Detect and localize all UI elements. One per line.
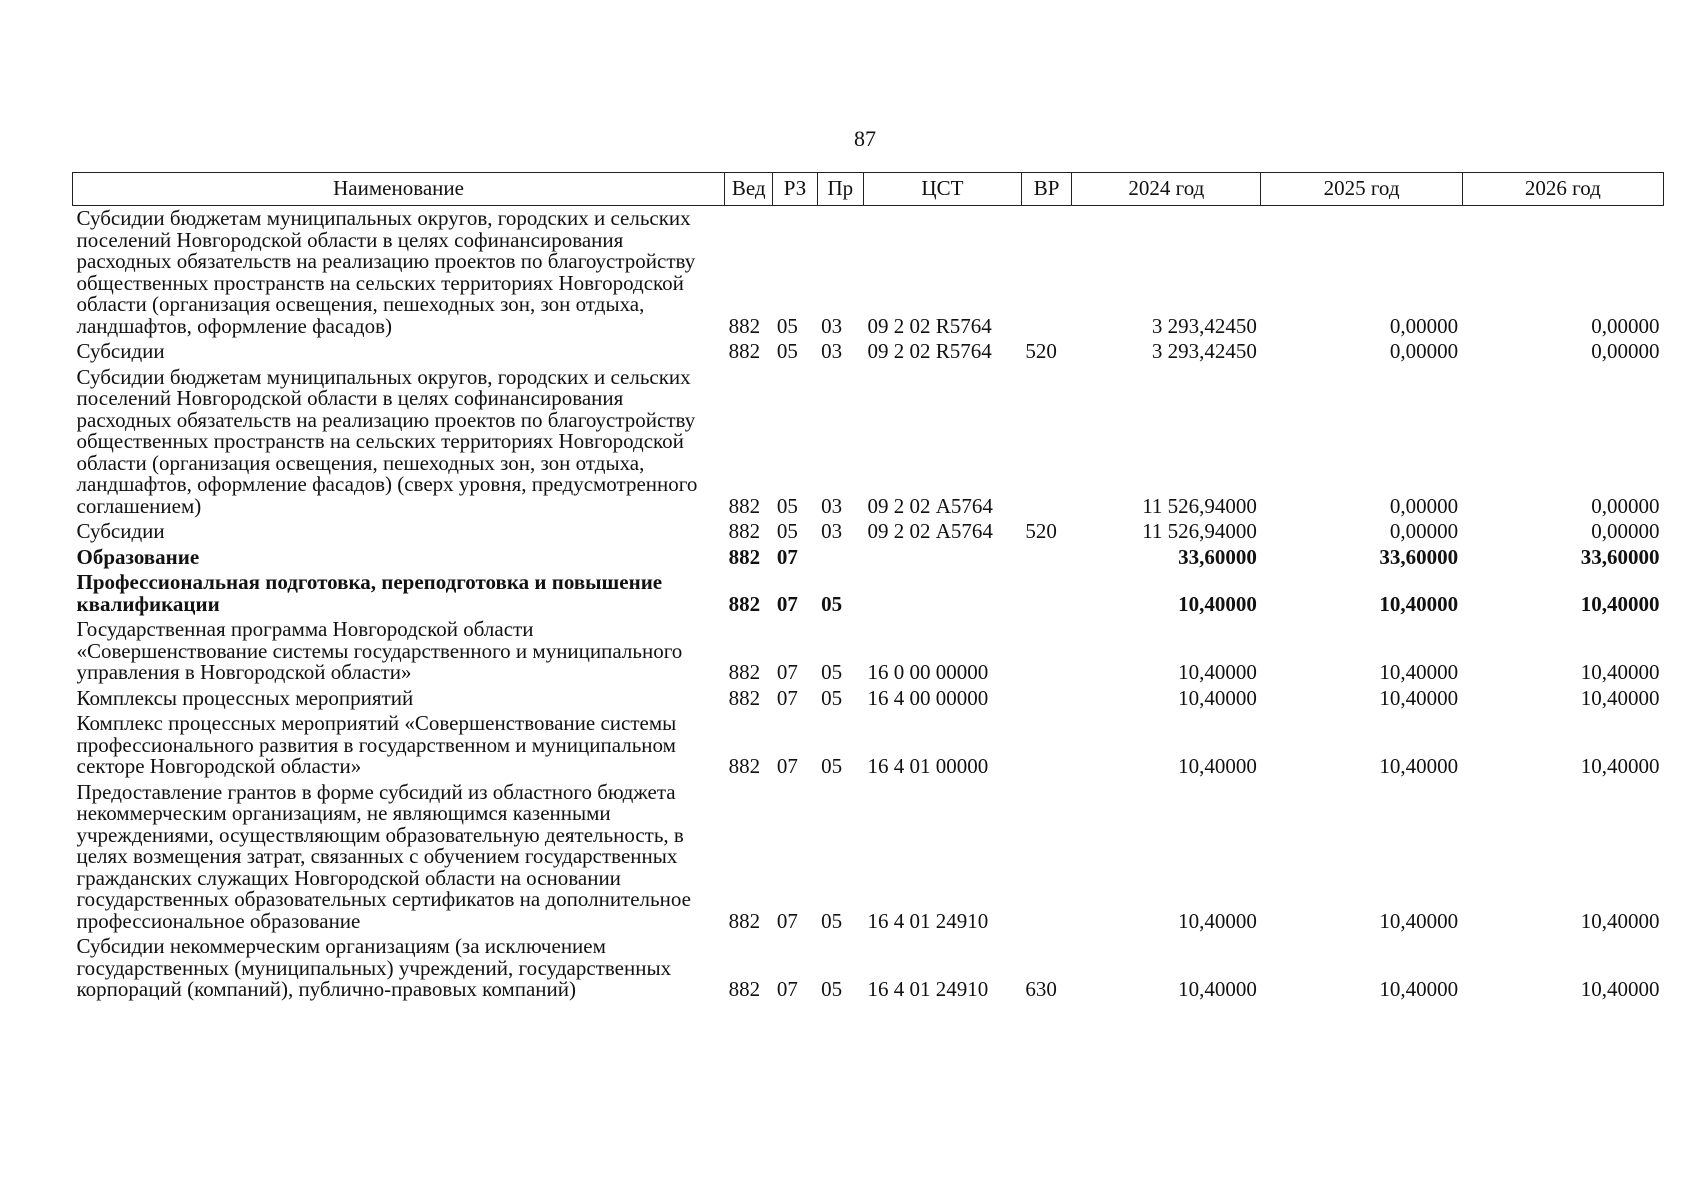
cell-2026: 0,00000 — [1591, 313, 1660, 338]
cell-name: Комплекс процессных мероприятий «Совершенствование системы профессионального развития в государственном и муниципальном секторе Новгородской области» — [76, 711, 677, 778]
cell-ved: 882 — [728, 685, 761, 710]
cell-pr: 05 — [821, 908, 843, 933]
cell-2025: 0,00000 — [1389, 493, 1459, 518]
cell-2026: 33,60000 — [1580, 544, 1660, 569]
header-cst: ЦСТ — [863, 173, 1021, 206]
cell-pr: 05 — [821, 591, 843, 616]
cell-ved: 882 — [728, 754, 761, 778]
cell-2025: 33,60000 — [1379, 544, 1459, 569]
cell-cst — [863, 570, 1021, 617]
cell-2025: 10,40000 — [1379, 660, 1459, 684]
table-body — [73, 206, 1664, 1003]
cell-cst: 09 2 02 А5764 — [867, 493, 993, 518]
cell-rz: 05 — [776, 313, 798, 338]
table-row — [73, 545, 1664, 571]
cell-2026: 10,40000 — [1580, 908, 1660, 933]
table-row — [73, 365, 1664, 520]
cell-cst: 09 2 02 R5764 — [867, 313, 992, 338]
cell-ved: 882 — [728, 493, 761, 518]
header-name: Наименование — [73, 173, 725, 206]
cell-vr: 520 — [1025, 339, 1057, 363]
header-2025: 2025 год — [1261, 173, 1462, 206]
cell-2024: 11 526,94000 — [1142, 493, 1257, 518]
cell-pr: 05 — [821, 754, 843, 778]
cell-name: Профессиональная подготовка, переподготовка и повышение квалификации — [76, 570, 663, 616]
budget-table — [72, 172, 1664, 1003]
table-row — [73, 711, 1664, 780]
cell-cst: 16 0 00 00000 — [867, 660, 989, 684]
cell-2025: 10,40000 — [1379, 908, 1459, 933]
cell-2024: 10,40000 — [1178, 591, 1257, 616]
table-row — [73, 570, 1664, 617]
cell-ved: 882 — [728, 977, 761, 1001]
cell-2024: 3 293,42450 — [1151, 313, 1257, 338]
table-row — [73, 780, 1664, 935]
cell-cst: 09 2 02 А5764 — [867, 519, 993, 543]
cell-2026: 0,00000 — [1591, 339, 1660, 363]
cell-name: Комплексы процессных мероприятий — [76, 685, 414, 710]
cell-vr — [1021, 570, 1071, 617]
cell-vr — [1021, 617, 1071, 686]
cell-2024: 3 293,42450 — [1151, 339, 1257, 363]
cell-vr — [1021, 365, 1071, 520]
table-row — [73, 686, 1664, 712]
cell-2024: 10,40000 — [1178, 908, 1257, 933]
cell-vr: 520 — [1025, 519, 1057, 543]
header-rz: РЗ — [773, 173, 817, 206]
cell-2026: 10,40000 — [1580, 591, 1660, 616]
cell-rz: 07 — [776, 977, 798, 1001]
header-2026: 2026 год — [1462, 173, 1663, 206]
table-row — [73, 519, 1664, 545]
cell-2026: 0,00000 — [1591, 493, 1660, 518]
cell-pr: 05 — [821, 685, 843, 710]
cell-name: Образование — [76, 544, 200, 569]
cell-2025: 0,00000 — [1389, 313, 1459, 338]
cell-rz: 05 — [776, 339, 798, 363]
cell-rz: 07 — [776, 754, 798, 778]
cell-2025: 10,40000 — [1379, 685, 1459, 710]
cell-rz: 07 — [776, 544, 798, 569]
cell-cst: 16 4 00 00000 — [867, 685, 989, 710]
cell-name: Субсидии бюджетам муниципальных округов, городских и сельских поселений Новгородской области в целях софинансирования расходных обязательств на реализацию проектов по благоустройству общественных пространств на сельских территориях Новгородской области (организация освещения, пешеходных зон, зон отдыха, ландшафтов, оформление фасадов) — [76, 206, 696, 338]
cell-cst: 16 4 01 00000 — [867, 754, 989, 778]
cell-2025: 10,40000 — [1379, 977, 1459, 1001]
cell-vr — [1021, 780, 1071, 935]
cell-rz: 07 — [776, 685, 798, 710]
cell-2024: 10,40000 — [1178, 660, 1257, 684]
cell-2026: 10,40000 — [1580, 685, 1660, 710]
cell-pr: 05 — [821, 660, 843, 684]
cell-2025: 0,00000 — [1389, 519, 1459, 543]
table-row — [73, 339, 1664, 365]
cell-cst: 16 4 01 24910 — [867, 908, 989, 933]
cell-rz: 05 — [776, 519, 798, 543]
cell-2026: 10,40000 — [1580, 977, 1660, 1001]
cell-2025: 10,40000 — [1379, 754, 1459, 778]
header-ved: Вед — [725, 173, 773, 206]
cell-ved: 882 — [728, 313, 761, 338]
cell-2026: 10,40000 — [1580, 754, 1660, 778]
cell-name: Государственная программа Новгородской области «Совершенствование системы государственного и муниципального управления в Новгородской области» — [76, 617, 683, 684]
cell-ved: 882 — [728, 908, 761, 933]
header-pr: Пр — [817, 173, 863, 206]
header-vr: ВР — [1021, 173, 1071, 206]
cell-rz: 07 — [776, 660, 798, 684]
cell-cst: 09 2 02 R5764 — [867, 339, 992, 363]
cell-ved: 882 — [728, 339, 761, 363]
cell-ved: 882 — [728, 660, 761, 684]
cell-name: Предоставление грантов в форме субсидий из областного бюджета некоммерческим организациям, не являющимся казенными учреждениями, осуществляющим образовательную деятельность, в целях возмещения затрат, связанных с обучением государственных гражданских служащих Новгородской области на основании государственных образовательных сертификатов на дополнительное профессиональное образование — [76, 779, 691, 933]
cell-2026: 10,40000 — [1580, 660, 1660, 684]
cell-pr: 03 — [821, 519, 843, 543]
cell-pr: 03 — [821, 493, 843, 518]
cell-name: Субсидии — [76, 339, 165, 363]
cell-pr — [817, 545, 863, 571]
cell-vr — [1021, 711, 1071, 780]
cell-rz: 05 — [776, 493, 798, 518]
page-number: 87 — [854, 126, 876, 151]
cell-pr: 05 — [821, 977, 843, 1001]
cell-pr: 03 — [821, 313, 843, 338]
table-row — [73, 617, 1664, 686]
cell-vr — [1021, 545, 1071, 571]
cell-2025: 10,40000 — [1379, 591, 1459, 616]
cell-name: Субсидии бюджетам муниципальных округов, городских и сельских поселений Новгородской области в целях софинансирования расходных обязательств на реализацию проектов по благоустройству общественных пространств на сельских территориях Новгородской области (организация освещения, пешеходных зон, зон отдыха, ландшафтов, оформление фасадов) (сверх уровня, предусмотренного соглашением) — [76, 364, 698, 518]
cell-rz: 07 — [776, 908, 798, 933]
cell-cst: 16 4 01 24910 — [867, 977, 989, 1001]
cell-vr — [1021, 686, 1071, 712]
cell-2024: 10,40000 — [1178, 977, 1257, 1001]
cell-2024: 11 526,94000 — [1142, 519, 1257, 543]
cell-2025: 0,00000 — [1389, 339, 1459, 363]
table-row — [73, 934, 1664, 1003]
cell-vr: 630 — [1025, 977, 1057, 1001]
table-header-row — [73, 173, 1664, 206]
cell-cst — [863, 545, 1021, 571]
cell-ved: 882 — [728, 591, 761, 616]
cell-ved: 882 — [728, 544, 761, 569]
cell-2026: 0,00000 — [1591, 519, 1660, 543]
cell-vr — [1021, 206, 1071, 340]
cell-rz: 07 — [776, 591, 798, 616]
cell-2024: 10,40000 — [1178, 754, 1257, 778]
cell-2024: 33,60000 — [1178, 544, 1257, 569]
cell-ved: 882 — [728, 519, 761, 543]
cell-2024: 10,40000 — [1178, 685, 1257, 710]
cell-name: Субсидии некоммерческим организациям (за исключением государственных (муниципальных) учреждений, государственных корпораций (компаний), публично-правовых компаний) — [76, 934, 672, 1001]
cell-name: Субсидии — [76, 519, 165, 543]
cell-pr: 03 — [821, 339, 843, 363]
header-2024: 2024 год — [1072, 173, 1261, 206]
table-row — [73, 206, 1664, 340]
